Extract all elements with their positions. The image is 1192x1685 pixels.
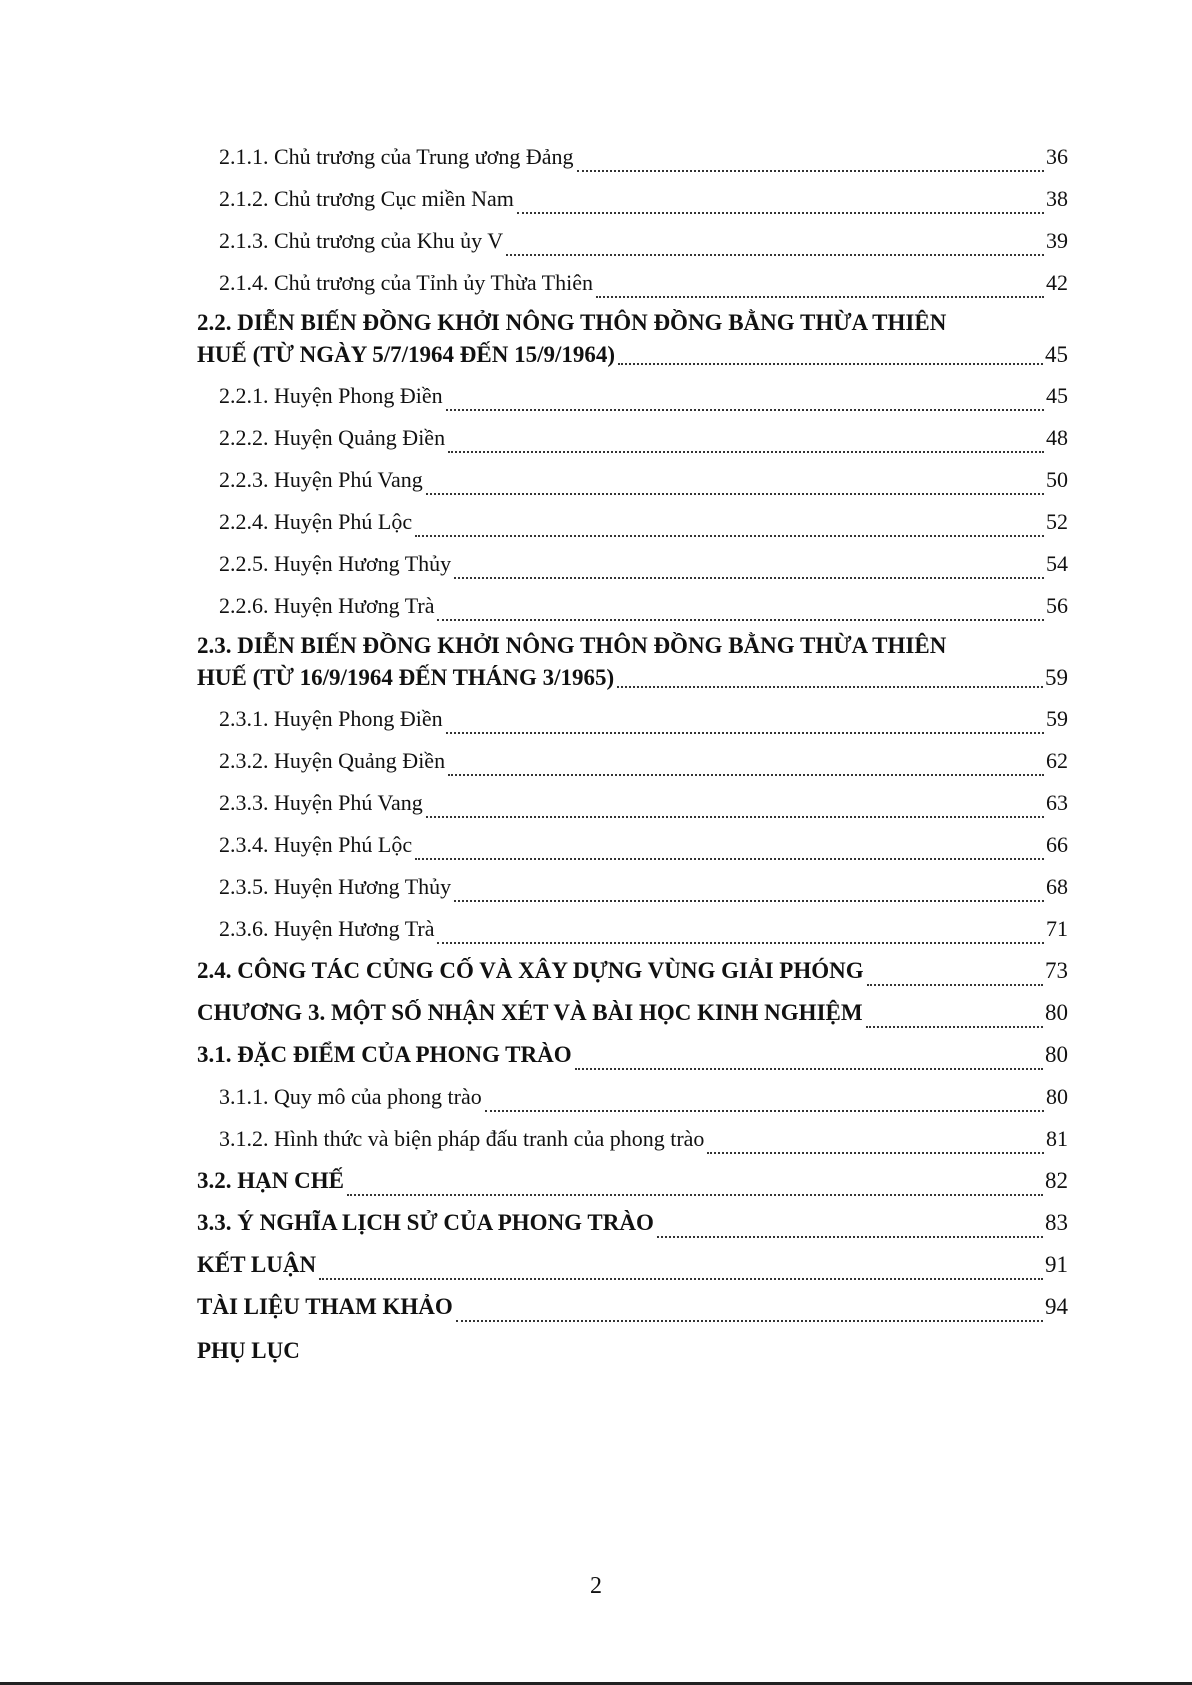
toc-entry-page: 54 (1046, 551, 1068, 576)
toc-entry[interactable] (197, 1118, 1068, 1160)
toc-entry-page: 73 (1045, 958, 1068, 983)
toc-entry-title: 3.2. HẠN CHẾ (197, 1168, 344, 1193)
toc-entry-page: 59 (1046, 706, 1068, 731)
dot-leader (596, 274, 1044, 298)
toc-entry-title: 2.1.3. Chủ trương của Khu ủy V (219, 228, 504, 253)
dot-leader (415, 513, 1044, 537)
dot-leader (577, 148, 1044, 172)
toc-entry-title: CHƯƠNG 3. MỘT SỐ NHẬN XÉT VÀ BÀI HỌC KINH NGHIỆM (197, 1000, 863, 1025)
toc-entry[interactable] (197, 262, 1068, 304)
toc-section-entry[interactable] (197, 1286, 1068, 1328)
toc-entry-title: 3.1.1. Quy mô của phong trào (219, 1084, 482, 1109)
toc-entry[interactable] (197, 908, 1068, 950)
dot-leader (319, 1255, 1043, 1280)
toc-entry-page: 66 (1046, 832, 1068, 857)
toc-entry-title: 2.2.3. Huyện Phú Vang (219, 467, 423, 492)
toc-entry-title: 3.1. ĐẶC ĐIỂM CỦA PHONG TRÀO (197, 1042, 572, 1067)
dot-leader (657, 1213, 1043, 1238)
toc-entry-page: 59 (1045, 665, 1068, 690)
toc-entry-title: 2.4. CÔNG TÁC CỦNG CỐ VÀ XÂY DỰNG VÙNG GIẢI PHÓNG (197, 958, 864, 983)
toc-section-entry[interactable] (197, 1244, 1068, 1286)
dot-leader (415, 836, 1044, 860)
table-of-contents (197, 136, 1068, 1372)
toc-section-entry[interactable] (197, 1034, 1068, 1076)
toc-entry-title: 3.3. Ý NGHĨA LỊCH SỬ CỦA PHONG TRÀO (197, 1210, 654, 1235)
dot-leader (437, 597, 1044, 621)
dot-leader (437, 920, 1044, 944)
dot-leader (426, 471, 1044, 495)
toc-entry-title: 2.2. DIỄN BIẾN ĐỒNG KHỞI NÔNG THÔN ĐỒNG BẰNG THỪA THIÊN (197, 310, 947, 335)
toc-entry-page: 56 (1046, 593, 1068, 618)
dot-leader (485, 1088, 1044, 1112)
toc-entry[interactable] (197, 375, 1068, 417)
dot-leader (506, 232, 1044, 256)
toc-entry-title: 2.2.1. Huyện Phong Điền (219, 383, 443, 408)
toc-entry-page: 38 (1046, 186, 1068, 211)
dot-leader (454, 555, 1044, 579)
toc-entry-title: PHỤ LỤC (197, 1338, 300, 1363)
dot-leader (454, 878, 1044, 902)
toc-entry-title: 2.2.2. Huyện Quảng Điền (219, 425, 446, 450)
toc-entry-title: 2.3.2. Huyện Quảng Điền (219, 748, 446, 773)
toc-entry-page: 71 (1046, 916, 1068, 941)
dot-leader (866, 1003, 1043, 1028)
toc-section-entry[interactable] (197, 627, 1068, 698)
toc-entry-title: TÀI LIỆU THAM KHẢO (197, 1294, 453, 1319)
toc-entry[interactable] (197, 220, 1068, 262)
toc-entry-title: 2.2.5. Huyện Hương Thủy (219, 551, 452, 576)
toc-entry-page: 39 (1046, 228, 1068, 253)
toc-entry[interactable] (197, 543, 1068, 585)
dot-leader (446, 710, 1044, 734)
toc-entry-title: 2.1.4. Chủ trương của Tỉnh ủy Thừa Thiên (219, 270, 593, 295)
toc-entry-page: 52 (1046, 509, 1068, 534)
toc-entry-page: 80 (1045, 1042, 1068, 1067)
toc-entry-page: 50 (1046, 467, 1068, 492)
dot-leader (867, 961, 1043, 986)
toc-entry-page: 63 (1046, 790, 1068, 815)
toc-entry-title: 2.3.3. Huyện Phú Vang (219, 790, 423, 815)
dot-leader (448, 429, 1044, 453)
toc-entry-title-line1 (197, 630, 1068, 662)
toc-entry-title: 2.1.1. Chủ trương của Trung ương Đảng (219, 144, 574, 169)
toc-entry[interactable] (197, 585, 1068, 627)
toc-entry-page: 82 (1045, 1168, 1068, 1193)
toc-section-entry[interactable] (197, 1202, 1068, 1244)
toc-section-entry[interactable] (197, 1160, 1068, 1202)
toc-entry-title-line2 (197, 662, 1068, 694)
toc-entry[interactable] (197, 417, 1068, 459)
toc-section-entry[interactable] (197, 950, 1068, 992)
toc-entry[interactable] (197, 459, 1068, 501)
dot-leader (575, 1045, 1043, 1070)
toc-entry-page: 68 (1046, 874, 1068, 899)
toc-entry[interactable] (197, 1076, 1068, 1118)
dot-leader (707, 1130, 1044, 1154)
toc-entry[interactable] (197, 698, 1068, 740)
toc-entry-page: 80 (1046, 1084, 1068, 1109)
toc-entry-page: 91 (1045, 1252, 1068, 1277)
toc-entry-page: 83 (1045, 1210, 1068, 1235)
toc-entry-page: 36 (1046, 144, 1068, 169)
toc-chapter-entry[interactable] (197, 992, 1068, 1034)
toc-entry-title: 2.3.4. Huyện Phú Lộc (219, 832, 413, 857)
dot-leader (347, 1171, 1043, 1196)
toc-section-entry[interactable] (197, 1330, 1068, 1372)
toc-entry-title: 2.3.1. Huyện Phong Điền (219, 706, 443, 731)
toc-entry-page: 48 (1046, 425, 1068, 450)
toc-entry[interactable] (197, 136, 1068, 178)
dot-leader (446, 387, 1044, 411)
toc-entry[interactable] (197, 740, 1068, 782)
dot-leader (456, 1297, 1043, 1322)
page-number: 2 (590, 1573, 602, 1599)
toc-entry-page: 94 (1045, 1294, 1068, 1319)
toc-entry-title-continued: HUẾ (TỪ 16/9/1964 ĐẾN THÁNG 3/1965) (197, 665, 615, 690)
dot-leader (618, 340, 1043, 365)
dot-leader (448, 752, 1044, 776)
toc-entry-title-line2 (197, 339, 1068, 371)
toc-entry[interactable] (197, 824, 1068, 866)
toc-entry-page: 42 (1046, 270, 1068, 295)
dot-leader (617, 663, 1043, 688)
toc-entry-title: 2.2.4. Huyện Phú Lộc (219, 509, 413, 534)
toc-entry-page: 45 (1045, 342, 1068, 367)
toc-entry-title: KẾT LUẬN (197, 1252, 317, 1277)
toc-entry-title-continued: HUẾ (TỪ NGÀY 5/7/1964 ĐẾN 15/9/1964) (197, 342, 616, 367)
toc-section-entry[interactable] (197, 304, 1068, 375)
toc-entry-title: 2.3. DIỄN BIẾN ĐỒNG KHỞI NÔNG THÔN ĐỒNG BẰNG THỪA THIÊN (197, 633, 947, 658)
toc-entry[interactable] (197, 178, 1068, 220)
toc-entry[interactable] (197, 782, 1068, 824)
toc-entry-page: 62 (1046, 748, 1068, 773)
toc-entry-title-line1 (197, 307, 1068, 339)
dot-leader (517, 190, 1044, 214)
toc-entry-page: 80 (1045, 1000, 1068, 1025)
toc-entry-title: 2.2.6. Huyện Hương Trà (219, 593, 435, 618)
toc-entry-page: 81 (1046, 1126, 1068, 1151)
toc-entry-title: 3.1.2. Hình thức và biện pháp đấu tranh của phong trào (219, 1126, 705, 1151)
toc-entry-title: 2.3.6. Huyện Hương Trà (219, 916, 435, 941)
toc-entry-title: 2.3.5. Huyện Hương Thủy (219, 874, 452, 899)
toc-entry[interactable] (197, 501, 1068, 543)
toc-entry-page: 45 (1046, 383, 1068, 408)
toc-entry-title: 2.1.2. Chủ trương Cục miền Nam (219, 186, 514, 211)
toc-entry[interactable] (197, 866, 1068, 908)
dot-leader (426, 794, 1044, 818)
